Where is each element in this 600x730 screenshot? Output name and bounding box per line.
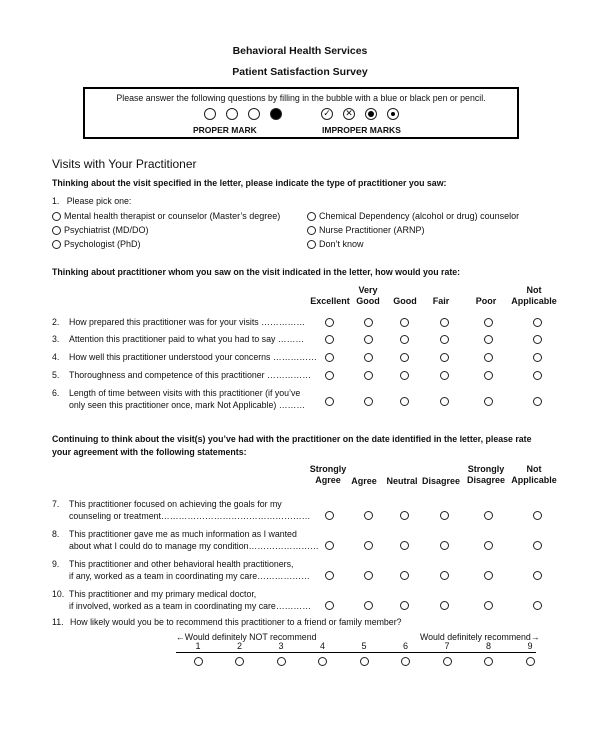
org-name: Behavioral Health Services (232, 45, 368, 57)
agreement-bubble-icon[interactable] (484, 601, 493, 610)
q11-text: How likely would you be to recommend this practitioner to a friend or family member? (70, 617, 402, 627)
question-text: How well this practitioner understood your concerns …………… (69, 352, 317, 362)
rating-bubble-icon[interactable] (325, 353, 334, 362)
scale-bubble-icon[interactable] (401, 657, 410, 666)
radio-bubble-icon[interactable] (52, 212, 61, 221)
rating-bubble-icon[interactable] (440, 353, 449, 362)
rating-bubble-icon[interactable] (440, 318, 449, 327)
rating-bubble-icon[interactable] (400, 353, 409, 362)
question-number: 2. (52, 317, 60, 327)
section-intro: Thinking about the visit specified in the letter, please indicate the type of practitioner you saw: (52, 178, 447, 188)
scale-number: 8 (485, 641, 491, 651)
rating-bubble-icon[interactable] (484, 371, 493, 380)
col-very-good: Very Good (356, 285, 380, 306)
scale-number: 9 (527, 641, 533, 651)
question-text: Attention this practitioner paid to what you had to say ……… (69, 334, 305, 344)
question-number: 10. (52, 589, 65, 599)
q1-number: 1. (52, 196, 60, 206)
col-strongly-agree: Strongly Agree (309, 464, 347, 485)
survey-title: Patient Satisfaction Survey (232, 66, 368, 78)
agreement-bubble-icon[interactable] (533, 541, 542, 550)
rating-bubble-icon[interactable] (364, 353, 373, 362)
col-poor: Poor (475, 296, 497, 306)
agreement-bubble-icon[interactable] (533, 511, 542, 520)
scale-bubble-icon[interactable] (526, 657, 535, 666)
agree-intro-1: Continuing to think about the visit(s) you’ve had with the practitioner on the date identified in the letter, please rate (52, 434, 532, 444)
rating-bubble-icon[interactable] (400, 397, 409, 406)
check-bubble-icon: ✓ (321, 108, 333, 120)
question-text-cont: counseling or treatment…………………………………………… (69, 511, 311, 521)
rating-bubble-icon[interactable] (400, 318, 409, 327)
agreement-bubble-icon[interactable] (325, 571, 334, 580)
agreement-bubble-icon[interactable] (484, 541, 493, 550)
q1-prompt (52, 195, 131, 207)
agreement-bubble-icon[interactable] (400, 571, 409, 580)
agreement-bubble-icon[interactable] (325, 601, 334, 610)
question-text: This practitioner gave me as much information as I wanted (69, 529, 297, 539)
radio-bubble-icon[interactable] (307, 212, 316, 221)
scale-bubble-icon[interactable] (484, 657, 493, 666)
col-excellent: Excellent (310, 296, 350, 306)
question-number: 9. (52, 559, 60, 569)
question-number: 8. (52, 529, 60, 539)
question-number: 4. (52, 352, 60, 362)
rating-bubble-icon[interactable] (484, 397, 493, 406)
agreement-bubble-icon[interactable] (440, 601, 449, 610)
question-number: 7. (52, 499, 60, 509)
rating-bubble-icon[interactable] (440, 335, 449, 344)
question-text: This practitioner and my primary medical doctor, (69, 589, 257, 599)
rating-bubble-icon[interactable] (364, 371, 373, 380)
radio-bubble-icon[interactable] (52, 240, 61, 249)
scale-number: 2 (236, 641, 242, 651)
scale-number: 3 (278, 641, 284, 651)
radio-bubble-icon[interactable] (307, 240, 316, 249)
agreement-bubble-icon[interactable] (400, 601, 409, 610)
agreement-bubble-icon[interactable] (364, 571, 373, 580)
question-text-cont: about what I could do to manage my condition…………………… (69, 541, 319, 551)
col-disagree: Disagree (421, 476, 461, 486)
agreement-bubble-icon[interactable] (400, 541, 409, 550)
q1-option[interactable]: Mental health therapist or counselor (Master’s degree) (52, 211, 280, 221)
rating-bubble-icon[interactable] (533, 397, 542, 406)
radio-bubble-icon[interactable] (52, 226, 61, 235)
col-fair: Fair (432, 296, 450, 306)
agreement-bubble-icon[interactable] (440, 541, 449, 550)
rating-bubble-icon[interactable] (400, 335, 409, 344)
rating-bubble-icon[interactable] (364, 318, 373, 327)
question-number: 3. (52, 334, 60, 344)
rating-bubble-icon[interactable] (325, 371, 334, 380)
col-agree-not-applicable: Not Applicable (511, 464, 557, 485)
col-strongly-disagree: Strongly Disagree (466, 464, 506, 485)
empty-bubble-icon (226, 108, 238, 120)
agreement-bubble-icon[interactable] (325, 541, 334, 550)
scale-number: 6 (402, 641, 408, 651)
agreement-bubble-icon[interactable] (325, 511, 334, 520)
scale-bubble-icon[interactable] (235, 657, 244, 666)
question-number: 5. (52, 370, 60, 380)
x-bubble-icon: ✕ (343, 108, 355, 120)
q11-right-anchor: Would definitely recommend→ (420, 632, 540, 642)
scale-bubble-icon[interactable] (194, 657, 203, 666)
agreement-bubble-icon[interactable] (364, 511, 373, 520)
scale-number: 4 (319, 641, 325, 651)
q1-option[interactable]: Psychologist (PhD) (52, 239, 141, 249)
col-agree: Agree (351, 476, 377, 486)
question-text: Thoroughness and competence of this practitioner …………… (69, 370, 312, 380)
question-text: How prepared this practitioner was for your visits …………… (69, 317, 306, 327)
improper-mark-label: IMPROPER MARKS (322, 125, 401, 135)
agreement-bubble-icon[interactable] (440, 571, 449, 580)
agreement-bubble-icon[interactable] (533, 571, 542, 580)
agreement-bubble-icon[interactable] (484, 511, 493, 520)
question-text: Length of time between visits with this practitioner (if you’ve (69, 388, 301, 398)
question-text: This practitioner and other behavioral health practitioners, (69, 559, 294, 569)
proper-mark-label: PROPER MARK (193, 125, 257, 135)
rating-bubble-icon[interactable] (533, 335, 542, 344)
agree-intro-2: your agreement with the following statements: (52, 447, 247, 457)
scale-divider (176, 652, 536, 653)
rating-bubble-icon[interactable] (325, 397, 334, 406)
rating-bubble-icon[interactable] (440, 371, 449, 380)
radio-bubble-icon[interactable] (307, 226, 316, 235)
rating-bubble-icon[interactable] (484, 318, 493, 327)
q1-option[interactable]: Don’t know (307, 239, 364, 249)
scale-number: 1 (195, 641, 201, 651)
rating-bubble-icon[interactable] (533, 318, 542, 327)
question-text-cont: if involved, worked as a team in coordinating my care………… (69, 601, 312, 611)
rating-bubble-icon[interactable] (484, 335, 493, 344)
instructions-text: Please answer the following questions by filling in the bubble with a blue or black pen or pencil. (116, 93, 486, 103)
empty-bubble-icon (248, 108, 260, 120)
q11-number: 11. (52, 617, 64, 627)
rating-bubble-icon[interactable] (325, 318, 334, 327)
agreement-bubble-icon[interactable] (533, 601, 542, 610)
agreement-bubble-icon[interactable] (400, 511, 409, 520)
q1-text: Please pick one: (66, 196, 132, 206)
col-neutral: Neutral (386, 476, 418, 486)
rating-bubble-icon[interactable] (364, 335, 373, 344)
agreement-bubble-icon[interactable] (440, 511, 449, 520)
scale-number: 5 (361, 641, 367, 651)
scale-number: 7 (444, 641, 450, 651)
rating-bubble-icon[interactable] (533, 353, 542, 362)
scale-bubble-icon[interactable] (443, 657, 452, 666)
agreement-bubble-icon[interactable] (364, 601, 373, 610)
col-good: Good (393, 296, 417, 306)
section-title: Visits with Your Practitioner (52, 157, 197, 171)
agreement-bubble-icon[interactable] (484, 571, 493, 580)
rating-bubble-icon[interactable] (400, 371, 409, 380)
rating-bubble-icon[interactable] (364, 397, 373, 406)
q11-left-anchor: ←Would definitely NOT recommend (176, 632, 317, 642)
rating-bubble-icon[interactable] (533, 371, 542, 380)
rating-bubble-icon[interactable] (325, 335, 334, 344)
agreement-bubble-icon[interactable] (364, 541, 373, 550)
col-not-applicable: Not Applicable (511, 285, 557, 306)
q1-option[interactable]: Chemical Dependency (alcohol or drug) counselor (307, 211, 519, 221)
scale-bubble-icon[interactable] (277, 657, 286, 666)
rating-bubble-icon[interactable] (484, 353, 493, 362)
partial-bubble-icon (365, 108, 377, 120)
question-text-cont: if any, worked as a team in coordinating my care……………… (69, 571, 310, 581)
filled-bubble-icon (270, 108, 282, 120)
question-text-cont: only seen this practitioner once, mark Not Applicable) ……… (69, 400, 306, 410)
empty-bubble-icon (204, 108, 216, 120)
q1-option[interactable]: Psychiatrist (MD/DO) (52, 225, 149, 235)
scale-bubble-icon[interactable] (360, 657, 369, 666)
rating-intro: Thinking about practitioner whom you saw on the visit indicated in the letter, how would you rate: (52, 267, 461, 277)
scale-bubble-icon[interactable] (318, 657, 327, 666)
rating-bubble-icon[interactable] (440, 397, 449, 406)
q11-prompt (52, 616, 402, 628)
instructions-box (83, 87, 519, 139)
q1-option[interactable]: Nurse Practitioner (ARNP) (307, 225, 425, 235)
dot-bubble-icon (387, 108, 399, 120)
question-number: 6. (52, 388, 60, 398)
question-text: This practitioner focused on achieving the goals for my (69, 499, 282, 509)
